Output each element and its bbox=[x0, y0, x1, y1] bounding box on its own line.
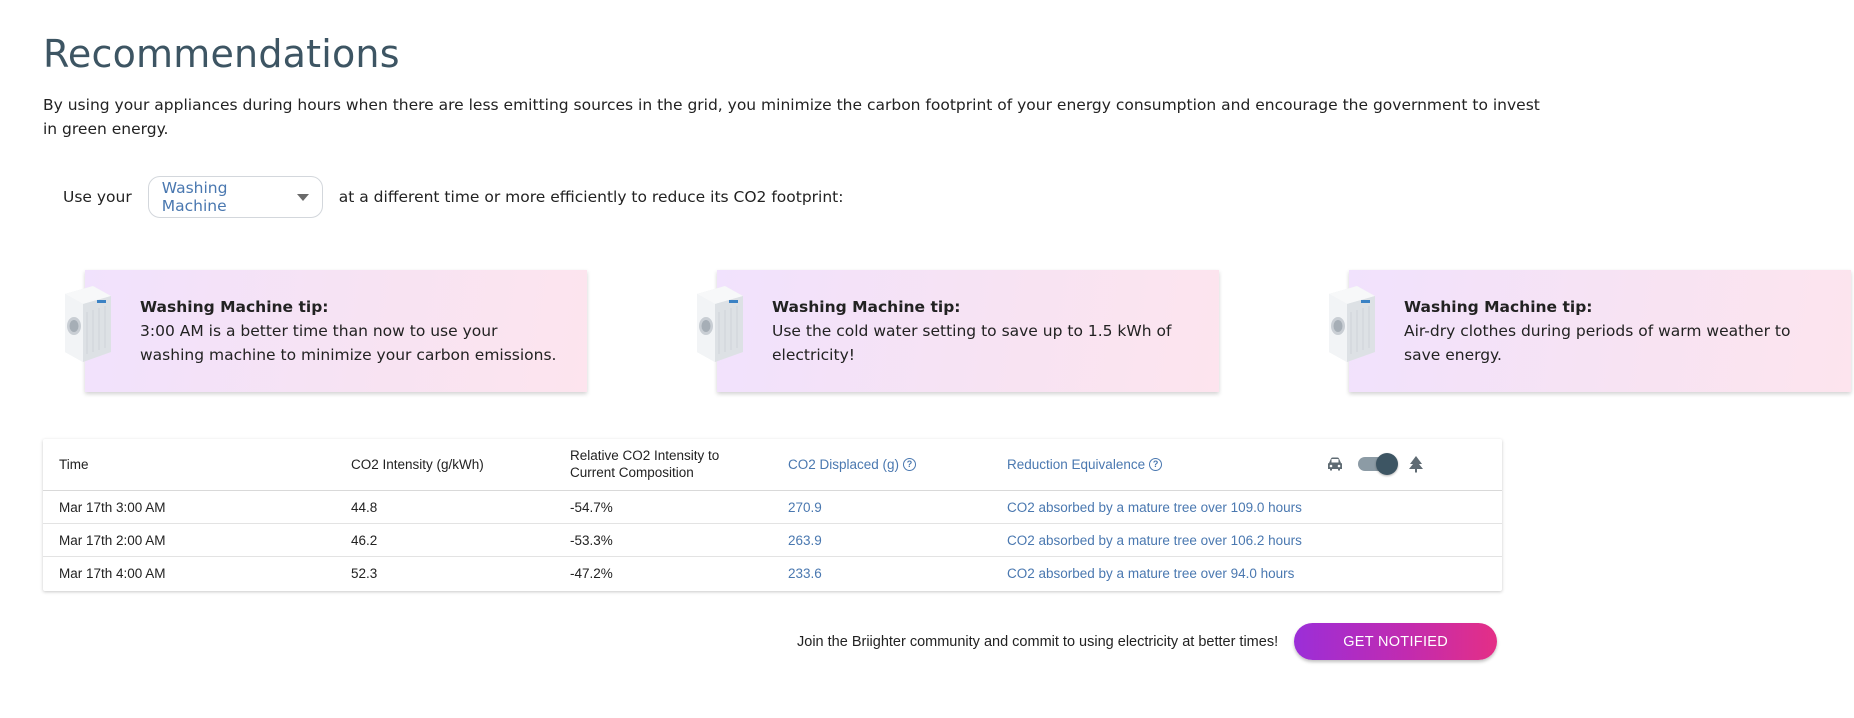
header-co2-displaced[interactable] bbox=[788, 456, 916, 473]
page-title: Recommendations bbox=[43, 32, 400, 76]
washing-machine-icon bbox=[1321, 282, 1377, 364]
header-relative-intensity: Relative CO2 Intensity to Current Composition bbox=[570, 448, 720, 480]
appliance-dropdown-value: Washing Machine bbox=[161, 179, 228, 215]
header-co2-intensity: CO2 Intensity (g/kWh) bbox=[351, 457, 484, 472]
cell-equivalence[interactable]: CO2 absorbed by a mature tree over 94.0 hours bbox=[1007, 566, 1295, 581]
washing-machine-icon bbox=[57, 282, 113, 364]
appliance-selector-row bbox=[63, 176, 843, 218]
table-row bbox=[43, 491, 1502, 524]
cta-text: Join the Briighter community and commit to using electricity at better times! bbox=[797, 633, 1279, 650]
appliance-dropdown[interactable] bbox=[148, 176, 323, 218]
get-notified-button[interactable]: GET NOTIFIED bbox=[1294, 623, 1497, 660]
cell-relative: -47.2% bbox=[570, 566, 613, 581]
table-row bbox=[43, 557, 1502, 590]
header-time: Time bbox=[59, 457, 89, 472]
cell-relative: -54.7% bbox=[570, 500, 613, 515]
cta-row bbox=[797, 623, 1497, 660]
tip-title: Washing Machine tip: bbox=[772, 298, 961, 316]
cell-equivalence[interactable]: CO2 absorbed by a mature tree over 109.0 hours bbox=[1007, 500, 1302, 515]
equivalence-toggle-switch[interactable] bbox=[1358, 457, 1396, 471]
car-icon[interactable] bbox=[1326, 456, 1344, 472]
cell-time: Mar 17th 2:00 AM bbox=[59, 533, 166, 548]
washing-machine-icon bbox=[689, 282, 745, 364]
tip-title: Washing Machine tip: bbox=[140, 298, 329, 316]
tip-body: 3:00 AM is a better time than now to use your washing machine to minimize your carbon emissions. bbox=[140, 322, 557, 364]
tips-carousel[interactable] bbox=[55, 262, 1791, 402]
selector-suffix: at a different time or more efficiently to reduce its CO2 footprint: bbox=[338, 188, 844, 206]
cell-displaced[interactable]: 233.6 bbox=[788, 566, 822, 581]
header-reduction-equivalence[interactable] bbox=[1007, 456, 1162, 473]
help-icon[interactable]: ? bbox=[1149, 458, 1162, 471]
tip-body: Use the cold water setting to save up to 1.5 kWh of electricity! bbox=[772, 322, 1172, 364]
cell-displaced[interactable]: 270.9 bbox=[788, 500, 822, 515]
chevron-down-icon bbox=[297, 194, 309, 201]
cell-displaced[interactable]: 263.9 bbox=[788, 533, 822, 548]
help-icon[interactable]: ? bbox=[903, 458, 916, 471]
intro-text: By using your appliances during hours when there are less emitting sources in the grid, you minimize the carbon footprint of your energy consumption and encourage the government to invest in green energy. bbox=[43, 96, 1540, 138]
equivalence-toggle-group bbox=[1326, 455, 1424, 473]
table-header bbox=[43, 439, 1502, 491]
tip-text bbox=[772, 295, 1192, 367]
cell-time: Mar 17th 4:00 AM bbox=[59, 566, 166, 581]
cell-relative: -53.3% bbox=[570, 533, 613, 548]
tip-text bbox=[1404, 295, 1824, 367]
tip-item bbox=[55, 262, 590, 402]
cell-intensity: 46.2 bbox=[351, 533, 378, 548]
selector-prefix: Use your bbox=[63, 188, 132, 206]
cell-time: Mar 17th 3:00 AM bbox=[59, 500, 166, 515]
tip-body: Air-dry clothes during periods of warm weather to save energy. bbox=[1404, 322, 1791, 364]
tip-title: Washing Machine tip: bbox=[1404, 298, 1593, 316]
tip-text bbox=[140, 295, 560, 367]
cell-equivalence[interactable]: CO2 absorbed by a mature tree over 106.2 hours bbox=[1007, 533, 1302, 548]
tree-icon[interactable] bbox=[1408, 455, 1424, 473]
header-reduction-equivalence-label: Reduction Equivalence bbox=[1007, 457, 1146, 472]
tip-item bbox=[1319, 262, 1854, 402]
tip-item bbox=[687, 262, 1222, 402]
table-row bbox=[43, 524, 1502, 557]
cell-intensity: 44.8 bbox=[351, 500, 378, 515]
recommendations-table bbox=[43, 439, 1502, 591]
cell-intensity: 52.3 bbox=[351, 566, 378, 581]
toggle-knob bbox=[1376, 453, 1398, 475]
header-co2-displaced-label: CO2 Displaced (g) bbox=[788, 457, 900, 472]
